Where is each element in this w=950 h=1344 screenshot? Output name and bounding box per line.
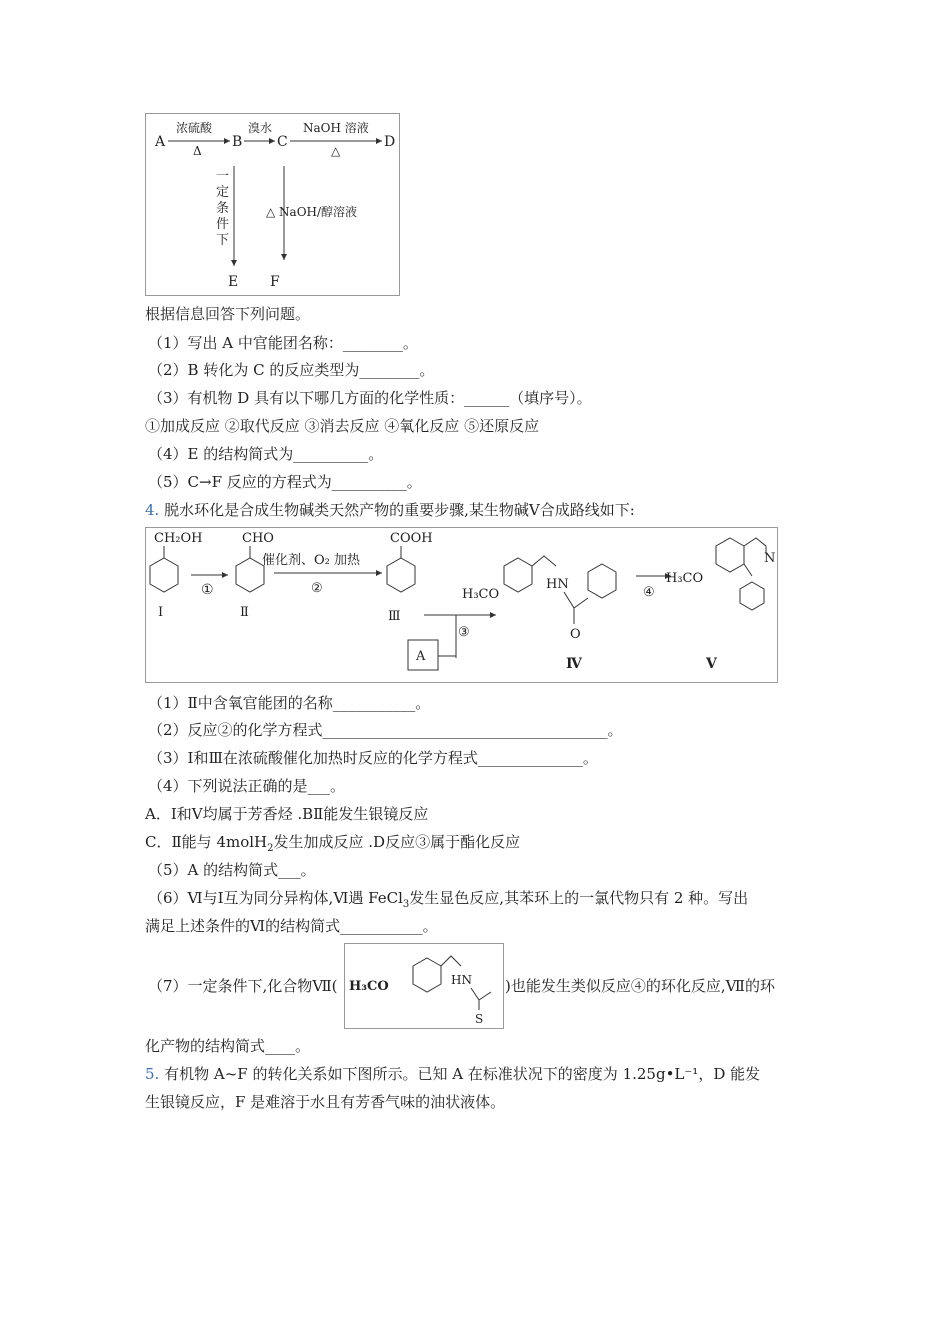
synthesis-scheme-q4 (145, 527, 778, 683)
node-F: F (270, 274, 280, 290)
q4-stem (145, 500, 635, 520)
q4-options-cd (145, 832, 520, 859)
step3-label: ③ (458, 625, 470, 640)
cond-ab: 浓硫酸 (176, 121, 213, 135)
cho-label: CHO (242, 531, 274, 546)
compound-VII-structure (344, 943, 504, 1029)
benzene-ring-V-c (740, 582, 764, 610)
q4-option-c-text: C．Ⅱ能与 4molH (145, 833, 268, 851)
node-D: D (384, 134, 396, 150)
cond-be-5: 下 (216, 233, 230, 248)
q5-line2: 生银镜反应，F 是难溶于水且有芳香气味的油状液体。 (145, 1093, 506, 1111)
q4-number: 4. (145, 501, 160, 519)
label-IV: Ⅳ (566, 656, 582, 672)
q4-part6-b: 发生显色反应,其苯环上的一氯代物只有 2 种。写出 (409, 889, 749, 907)
benzene-ring-IV-a (504, 558, 532, 592)
step2-condition: 催化剂、O₂ 加热 (262, 553, 361, 568)
bond (574, 598, 588, 608)
step4-label: ④ (643, 585, 655, 600)
q4-part7-a: （7）一定条件下,化合物Ⅶ( (148, 977, 338, 995)
cond-cd-heat: △ (331, 144, 341, 158)
cond-cf: △ NaOH/醇溶液 (266, 205, 358, 219)
cond-cd: NaOH 溶液 (303, 121, 369, 135)
q5-line1: 有机物 A~F 的转化关系如下图所示。已知 A 在标准状况下的密度为 1.25g•L⁻¹，D 能发 (164, 1065, 761, 1083)
q5-stem (145, 1064, 760, 1084)
q4-part7-c: 化产物的结构简式____。 (145, 1037, 311, 1055)
reagent-A: A (416, 649, 426, 664)
q5-number: 5. (145, 1065, 160, 1083)
benzene-ring-II (236, 558, 264, 592)
arrowhead-icon (376, 138, 382, 144)
step1-label: ① (201, 582, 214, 598)
q3-part3: （3）有机物 D 具有以下哪几方面的化学性质：______（填序号）。 (148, 389, 592, 407)
label-I: Ⅰ (158, 605, 164, 620)
q4-part1: （1）Ⅱ中含氧官能团的名称___________。 (148, 694, 431, 712)
step2-label: ② (311, 581, 323, 596)
bond (479, 992, 491, 1000)
v-h3co: H₃CO (666, 571, 704, 586)
vii-s: S (475, 1012, 484, 1026)
cond-ab-heat: Δ (193, 144, 202, 158)
ch2oh-label: CH₂OH (154, 531, 203, 546)
bond (744, 564, 752, 576)
q3-intro: 根据信息回答下列问题。 (145, 305, 311, 323)
cond-be-1: 一 (216, 169, 230, 184)
benzene-ring-V-a (716, 538, 744, 572)
q4-option-c-sub: 2 (267, 843, 274, 854)
q3-part1: （1）写出 A 中官能团名称：________。 (148, 334, 418, 352)
arrowhead-icon (281, 254, 287, 260)
q3-part4: （4）E 的结构简式为__________。 (148, 445, 384, 463)
label-II: Ⅱ (240, 605, 249, 620)
iv-hn: HN (546, 577, 569, 592)
arrowhead-icon (376, 570, 382, 576)
v-n: N (764, 551, 776, 566)
q4-part7-b: )也能发生类似反应④的环化反应,Ⅶ的环 (505, 977, 775, 995)
benzene-ring-IV-b (588, 564, 616, 598)
q4-part6-a: （6）Ⅵ与Ⅰ互为同分异构体,Ⅵ遇 FeCl (148, 889, 403, 907)
node-E: E (228, 274, 239, 290)
bond (564, 592, 574, 608)
node-B: B (232, 134, 243, 150)
cond-be-2: 定 (216, 185, 230, 200)
cooh-label: COOH (390, 531, 433, 546)
q4-part3: （3）Ⅰ和Ⅲ在浓硫酸催化加热时反应的化学方程式______________。 (148, 749, 598, 767)
q3-part2: （2）B 转化为 C 的反应类型为________。 (148, 361, 435, 379)
compound-VII-svg (345, 944, 503, 1028)
q3-part5: （5）C→F 反应的方程式为__________。 (148, 473, 422, 491)
q4-part2: （2）反应②的化学方程式______________________________________。 (148, 721, 623, 739)
iv-h3co: H₃CO (462, 587, 500, 602)
flowchart-svg (146, 114, 399, 295)
q4-part6-sub: 3 (402, 899, 410, 910)
cond-be-3: 条 (216, 201, 230, 216)
arrowhead-icon (231, 260, 237, 266)
q3-options: ①加成反应 ②取代反应 ③消去反应 ④氧化反应 ⑤还原反应 (145, 417, 540, 435)
q4-part4: （4）下列说法正确的是___。 (148, 777, 346, 795)
arrowhead-icon (224, 138, 230, 144)
bond (471, 988, 479, 1000)
benzene-ring-VII (413, 958, 441, 992)
q4-part5: （5）A 的结构简式___。 (148, 861, 316, 879)
benzene-ring-III (387, 558, 415, 592)
reaction-flowchart-q3 (145, 113, 400, 296)
q4-options-ab: A．Ⅰ和Ⅴ均属于芳香烃 .BⅡ能发生银镜反应 (145, 805, 429, 823)
label-V: Ⅴ (706, 656, 717, 672)
scheme-svg (146, 528, 777, 682)
label-III: Ⅲ (388, 609, 401, 624)
cond-bc: 溴水 (248, 121, 273, 135)
q4-option-cd-rest: 发生加成反应 .D反应③属于酯化反应 (273, 833, 521, 851)
q4-stem-text: 脱水环化是合成生物碱类天然产物的重要步骤,某生物碱Ⅴ合成路线如下: (164, 501, 635, 519)
chain (441, 956, 461, 966)
ring-V-b (744, 538, 766, 554)
benzene-ring-I (150, 558, 178, 592)
node-A: A (155, 134, 166, 150)
arrowhead-icon (222, 572, 228, 578)
q4-part6-cont: 满足上述条件的Ⅵ的结构简式___________。 (145, 917, 438, 935)
vii-hn: HN (451, 973, 472, 987)
arrowhead-icon (490, 612, 496, 618)
iv-o: O (570, 627, 581, 642)
arrowhead-icon (269, 138, 275, 144)
cond-be-4: 件 (216, 217, 230, 232)
vii-h3co: H₃CO (349, 979, 389, 994)
chain (532, 556, 556, 566)
node-C: C (277, 134, 288, 150)
q4-part6 (148, 888, 748, 915)
